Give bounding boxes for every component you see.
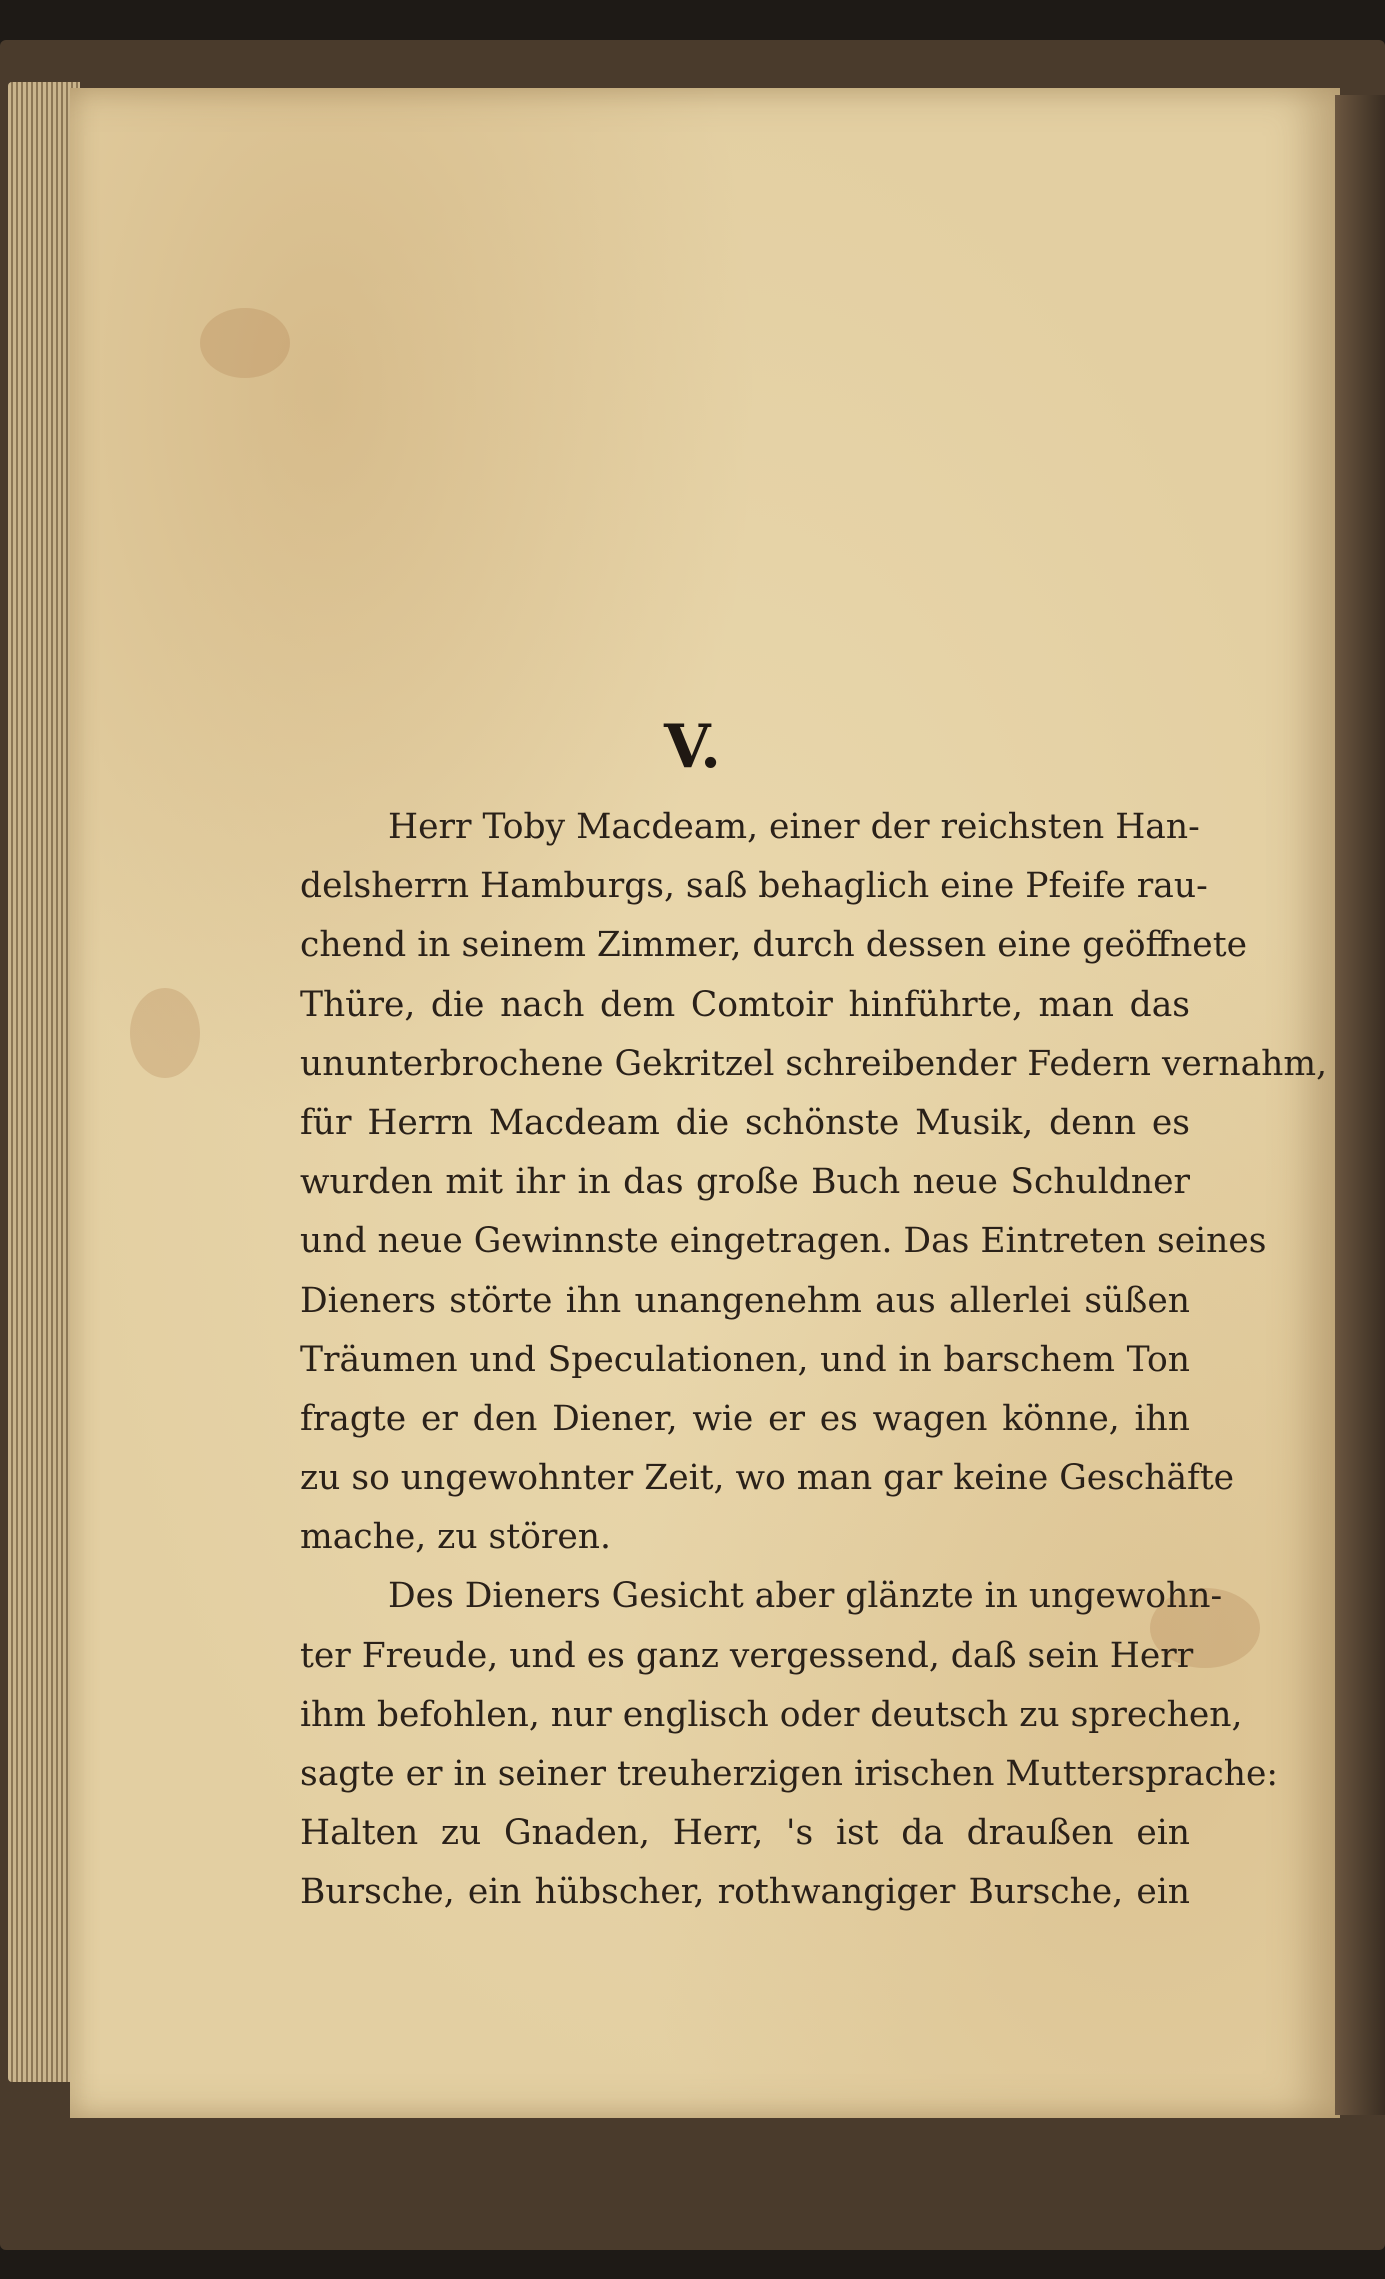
text-line: für Herrn Macdeam die schönste Musik, denn es: [300, 1102, 1190, 1143]
text-line: Dieners störte ihn unangenehm aus allerlei süßen: [300, 1280, 1190, 1321]
text-line: Des Dieners Gesicht aber glänzte in ungewohn-: [388, 1576, 1223, 1617]
stain: [200, 308, 290, 378]
text-line: wurden mit ihr in das große Buch neue Schuldner: [300, 1162, 1190, 1203]
text-line: delsherrn Hamburgs, saß behaglich eine Pfeife rau-: [300, 866, 1208, 907]
text-line: Bursche, ein hübscher, rothwangiger Bursche, ein: [300, 1872, 1190, 1913]
binding-gutter: [1335, 95, 1385, 2115]
text-line: ter Freude, und es ganz vergessend, daß sein Herr: [300, 1635, 1194, 1676]
text-line: fragte er den Diener, wie er es wagen könne, ihn: [300, 1398, 1190, 1439]
paragraph: [300, 1567, 1278, 1922]
text-line: mache, zu stören.: [300, 1517, 611, 1558]
text-line: ihm befohlen, nur englisch oder deutsch zu sprechen,: [300, 1694, 1243, 1735]
text-line: zu so ungewohnter Zeit, wo man gar keine Geschäfte: [300, 1458, 1235, 1499]
text-line: Halten zu Gnaden, Herr, 's ist da draußen ein: [300, 1813, 1190, 1854]
stain: [130, 988, 200, 1078]
paragraph: [300, 798, 1328, 1567]
text-line: sagte er in seiner treuherzigen irischen Muttersprache:: [300, 1754, 1278, 1794]
text-line: ununterbrochene Gekritzel schreibender Federn vernahm,: [300, 1043, 1328, 1084]
text-line: und neue Gewinnste eingetragen. Das Eintreten seines: [300, 1221, 1267, 1262]
text-line: Thüre, die nach dem Comtoir hinführte, man das: [300, 984, 1190, 1025]
chapter-heading: V.: [664, 712, 721, 782]
text-line: Träumen und Speculationen, und in barschem Ton: [300, 1339, 1190, 1380]
text-line: Herr Toby Macdeam, einer der reichsten Han-: [388, 807, 1200, 847]
text-line: chend in seinem Zimmer, durch dessen eine geöffnete: [300, 925, 1247, 966]
body-text: [300, 798, 1328, 1923]
